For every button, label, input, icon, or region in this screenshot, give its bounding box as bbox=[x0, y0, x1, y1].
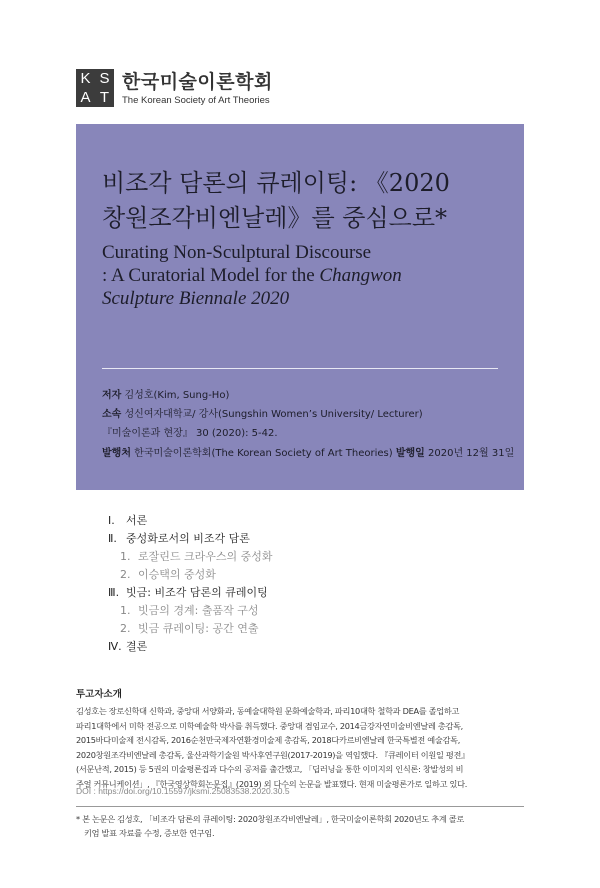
toc-item-number: Ⅳ. bbox=[108, 640, 122, 653]
toc-item-number: 2. bbox=[120, 568, 131, 581]
toc-item-number: Ⅲ. bbox=[108, 586, 120, 599]
publisher-line: 발행처 한국미술이론학회(The Korean Society of Art Theories) 발행일 2020년 12월 31일 bbox=[102, 448, 515, 459]
toc-item-number: 1. bbox=[120, 550, 131, 563]
ksat-logo-mark: K S A T bbox=[76, 69, 114, 107]
affiliation-line: 소속 성신여자대학교/ 강사(Sungshin Women’s University/ Lecturer) bbox=[102, 409, 423, 420]
society-name-kr: 한국미술이론학회 bbox=[122, 70, 273, 93]
toc-item bbox=[108, 548, 273, 566]
table-of-contents bbox=[108, 512, 273, 656]
society-logo bbox=[76, 68, 273, 108]
toc-item-label: 로잘린드 크라우스의 중성화 bbox=[138, 550, 273, 563]
toc-item bbox=[108, 584, 273, 602]
toc-item bbox=[108, 638, 273, 656]
journal-line: 『미술이론과 현장』 30 (2020): 5-42. bbox=[102, 428, 278, 439]
contributor-heading: 투고자소개 bbox=[76, 689, 122, 700]
toc-item-label: 빗금의 경계: 출품작 구성 bbox=[138, 604, 259, 617]
toc-item-label: 중성화로서의 비조각 담론 bbox=[126, 532, 250, 545]
toc-item-number: Ⅱ. bbox=[108, 532, 117, 545]
toc-item-number: Ⅰ. bbox=[108, 514, 115, 527]
title-korean: 비조각 담론의 큐레이팅: 《2020 창원조각비엔날레》를 중심으로* bbox=[102, 169, 450, 232]
toc-item-label: 서론 bbox=[126, 514, 148, 527]
doi-link[interactable]: DOI : https://doi.org/10.15597/jksmi.25083538.2020.30.5 bbox=[76, 786, 290, 796]
toc-item bbox=[108, 566, 273, 584]
title-divider bbox=[102, 368, 498, 369]
toc-item-label: 빗금 큐레이팅: 공간 연출 bbox=[138, 622, 259, 635]
contributor-bio: 김성호는 장로신학대 신학과, 중앙대 서양화과, 동예술대학원 문화예술학과, 파리10대학 철학과 DEA를 졸업하고 파리1대학에서 미학 전공으로 미학예술학 박사를 취득했다. 중앙대 겸임교수, 2014금강자연미술비엔날레 총감독, 2015바다미술제 전시감독, 2016순천만국제자연환경미술제 총감독, 2018다카르비엔날레 한국특별전 예술감독, 2020창원조각비엔날레 총감독, 울산과학기술원 박사후연구원(2017-2019)을 역임했다. 『큐레이터 이원일 평전』 (서문난적, 2015) 등 5권의 미술평론집과 다수의 공저를 출간했고, 「딥러닝을 통한 이미지의 인식론: 창발성의 비 주얼 커뮤니케이션」, 『한국영상학회논문집』(2019) 외 다수의 논문을 발표했다. 현재 미술평론가로 일하고 있다. bbox=[76, 706, 469, 789]
toc-item bbox=[108, 602, 273, 620]
author-line: 저자 김성호(Kim, Sung-Ho) bbox=[102, 390, 230, 401]
footnote-divider bbox=[76, 806, 524, 807]
toc-item-number: 2. bbox=[120, 622, 131, 635]
title-panel bbox=[76, 124, 524, 490]
footnote: * 본 논문은 김성호, 「비조각 담론의 큐레이팅: 2020창원조각비엔날레」, 한국미술이론학회 2020년도 추계 콜로 키엄 발표 자료를 수정, 증보한 연구임. bbox=[76, 814, 464, 838]
toc-item-number: 1. bbox=[120, 604, 131, 617]
toc-item bbox=[108, 620, 273, 638]
toc-item-label: 빗금: 비조각 담론의 큐레이팅 bbox=[126, 586, 268, 599]
toc-item-label: 결론 bbox=[126, 640, 148, 653]
toc-item bbox=[108, 512, 273, 530]
toc-item bbox=[108, 530, 273, 548]
society-name-en: The Korean Society of Art Theories bbox=[122, 94, 270, 106]
title-english: Curating Non-Sculptural Discourse : A Curatorial Model for the Changwon Sculpture Biennale 2020 bbox=[102, 242, 402, 309]
toc-item-label: 이승택의 중성화 bbox=[138, 568, 216, 581]
